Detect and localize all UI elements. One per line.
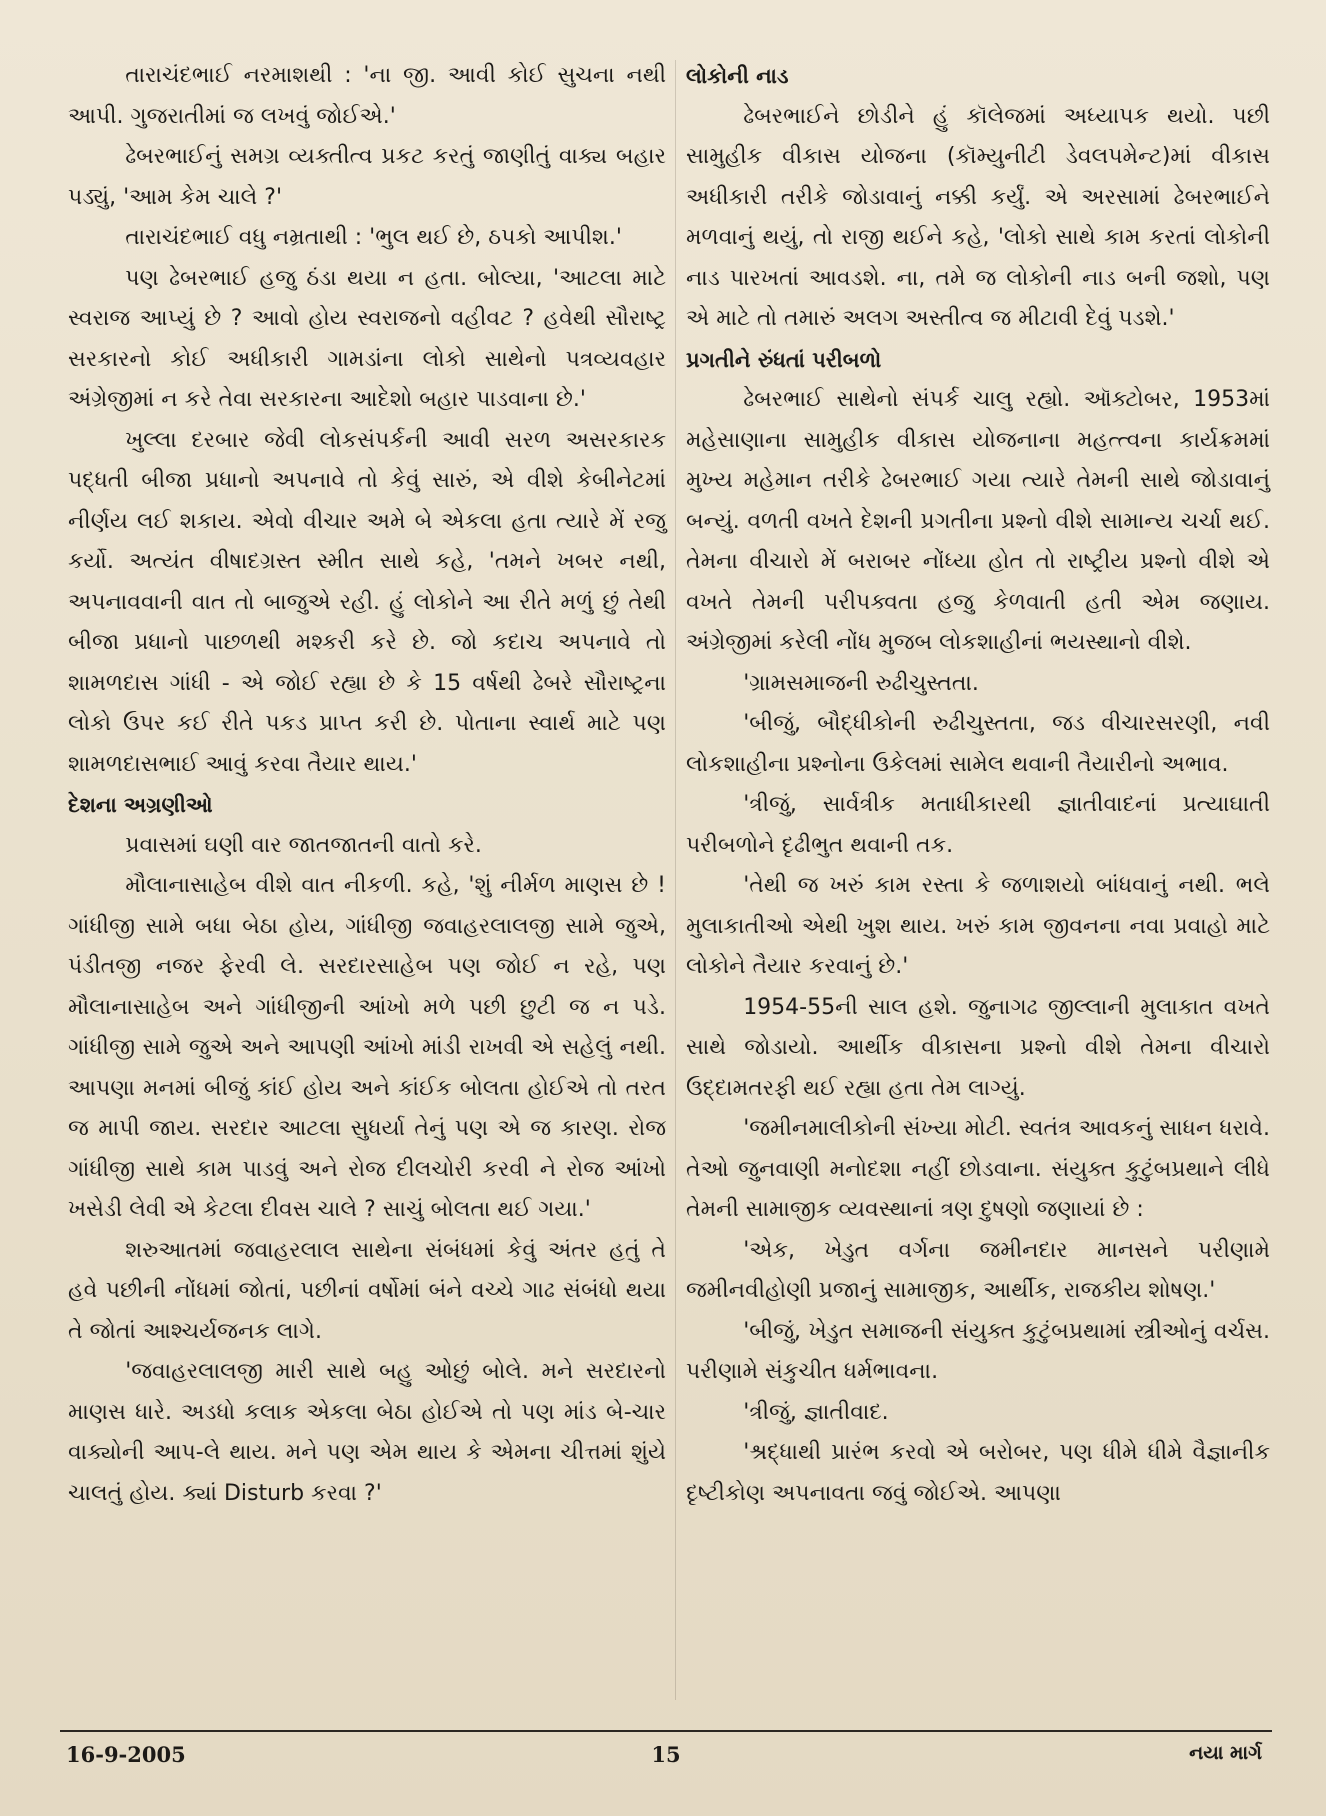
paragraph: 'ગ્રામસમાજની રુઢીચુસ્તતા. xyxy=(743,670,979,696)
footer-rule xyxy=(60,1730,1272,1732)
paragraph: 1954-55ની સાલ હશે. જુનાગઢ જીલ્લાની મુલાકાત વખતે સાથે જોડાયો. આર્થીક વીકાસના પ્રશ્નો વીશે તેમના વીચારો ઉદ્દામતરફી થઈ રહ્યા હતા તેમ લાગ્યું. xyxy=(686,994,1270,1101)
paragraph: 'એક, ખેડુત વર્ગના જમીનદાર માનસને પરીણામે જમીનવીહોણી પ્રજાનું સામાજીક, આર્થીક, રાજકીય શોષણ.' xyxy=(686,1237,1270,1303)
paragraph: ઢેબરભાઈ સાથેનો સંપર્ક ચાલુ રહ્યો. ઑક્ટોબર, 1953માં મહેસાણાના સામુહીક વીકાસ યોજનાના મહત્ત્વના કાર્યક્રમમાં મુખ્ય મહેમાન તરીકે ઢેબરભાઈ ગયા ત્યારે તેમની સાથે જોડાવાનું બન્યું. વળતી વખતે દેશની પ્રગતીના પ્રશ્નો વીશે સામાન્ય ચર્ચા થઈ. તેમના વીચારો મેં બરાબર નોંધ્યા હોત તો રાષ્ટ્રીય પ્રશ્નો વીશે એ વખતે તેમની પરીપક્વતા હજુ કેળવાતી હતી એમ જણાય. અંગ્રેજીમાં કરેલી નોંધ મુજબ લોકશાહીનાં ભયસ્થાનો વીશે. xyxy=(686,387,1270,655)
paragraph: શરુઆતમાં જવાહરલાલ સાથેના સંબંધમાં કેવું અંતર હતું તે હવે પછીની નોંધમાં જોતાં, પછીનાં વર્ષોમાં બંને વચ્ચે ગાઢ સંબંધો થયા તે જોતાં આશ્ચર્યજનક લાગે. xyxy=(68,1237,666,1344)
issue-date: 16-9-2005 xyxy=(66,1742,186,1767)
paragraph: 'ત્રીજું, સાર્વત્રીક મતાધીકારથી જ્ઞાતીવાદનાં પ્રત્યાઘાતી પરીબળોને દૃઢીભુત થવાની તક. xyxy=(686,792,1270,858)
page-number: 15 xyxy=(651,1742,681,1767)
paragraph: 'બીજું, બૌદ્ધીકોની રુઢીચુસ્તતા, જડ વીચારસરણી, નવી લોકશાહીના પ્રશ્નોના ઉકેલમાં સામેલ થવાની તૈયારીનો અભાવ. xyxy=(686,711,1270,777)
paragraph: 'તેથી જ ખરું કામ રસ્તા કે જળાશયો બાંધવાનું નથી. ભલે મુલાકાતીઓ એથી ખુશ થાય. ખરું કામ જીવનના નવા પ્રવાહો માટે લોકોને તૈયાર કરવાનું છે.' xyxy=(686,873,1270,979)
paragraph: ખુલ્લા દરબાર જેવી લોકસંપર્કની આવી સરળ અસરકારક પદ્ધતી બીજા પ્રધાનો અપનાવે તો કેવું સારું, એ વીશે કેબીનેટમાં નીર્ણય લઈ શકાય. એવો વીચાર અમે બે એકલા હતા ત્યારે મેં રજુ કર્યો. અત્યંત વીષાદગ્રસ્ત સ્મીત સાથે કહે, 'તમને ખબર નથી, અપનાવવાની વાત તો બાજુએ રહી. હું લોકોને આ રીતે મળું છું તેથી બીજા પ્રધાનો પાછળથી મશ્કરી કરે છે. જો કદાચ અપનાવે તો શામળદાસ ગાંધી - એ જોઈ રહ્યા છે કે 15 વર્ષથી ઢેબરે સૌરાષ્ટ્રના લોકો ઉપર કઈ રીતે પકડ પ્રાપ્ત કરી છે. પોતાના સ્વાર્થ માટે પણ શામળદાસભાઈ આવું કરવા તૈયાર થાય.' xyxy=(68,427,666,777)
paragraph: 'જમીનમાલીકોની સંખ્યા મોટી. સ્વતંત્ર આવકનું સાધન ધરાવે. તેઓ જુનવાણી મનોદશા નહીં છોડવાના. સંયુક્ત કુટુંબપ્રથાને લીધે તેમની સામાજીક વ્યવસ્થાનાં ત્રણ દુષણો જણાયાં છે : xyxy=(686,1116,1270,1222)
left-column xyxy=(68,56,666,1514)
paragraph: પ્રવાસમાં ઘણી વાર જાતજાતની વાતો કરે. xyxy=(125,832,482,858)
paragraph: પણ ઢેબરભાઈ હજુ ઠંડા થયા ન હતા. બોલ્યા, 'આટલા માટે સ્વરાજ આપ્યું છે ? આવો હોય સ્વરાજનો વહીવટ ? હવેથી સૌરાષ્ટ્ર સરકારનો કોઈ અધીકારી ગામડાંના લોકો સાથેનો પત્રવ્યવહાર અંગ્રેજીમાં ન કરે તેવા સરકારના આદેશો બહાર પાડવાના છે.' xyxy=(68,265,666,412)
paragraph: તારાચંદભાઈ નરમાશથી : 'ના જી. આવી કોઈ સુચના નથી આપી. ગુજરાતીમાં જ લખવું જોઈએ.' xyxy=(68,63,666,129)
section-heading: દેશના અગ્રણીઓ xyxy=(68,793,213,817)
paragraph: ઢેબરભાઈનું સમગ્ર વ્યક્તીત્વ પ્રકટ કરતું જાણીતું વાક્ય બહાર પડ્યું, 'આમ કેમ ચાલે ?' xyxy=(68,144,666,210)
magazine-name: નયા માર્ગ xyxy=(1189,1742,1262,1764)
paragraph: 'શ્રદ્ધાથી પ્રારંભ કરવો એ બરોબર, પણ ધીમે ધીમે વૈજ્ઞાનીક દૃષ્ટીકોણ અપનાવતા જવું જોઈએ. આપણા xyxy=(686,1440,1270,1506)
paragraph: 'ત્રીજું, જ્ઞાતીવાદ. xyxy=(743,1399,889,1425)
right-column xyxy=(686,56,1270,1514)
section-heading: પ્રગતીને રુંધતાં પરીબળો xyxy=(686,347,882,372)
section-heading: લોકોની નાડ xyxy=(686,64,789,88)
paragraph: 'બીજું, ખેડુત સમાજની સંયુક્ત કુટુંબપ્રથામાં સ્ત્રીઓનું વર્ચસ. પરીણામે સંકુચીત ધર્મભાવના. xyxy=(686,1318,1270,1384)
paragraph: 'જવાહરલાલજી મારી સાથે બહુ ઓછું બોલે. મને સરદારનો માણસ ધારે. અડધો કલાક એકલા બેઠા હોઈએ તો પણ માંડ બે-ચાર વાક્યોની આપ-લે થાય. મને પણ એમ થાય કે એમના ચીત્તમાં શુંયે ચાલતું હોય. ક્યાં Disturb કરવા ?' xyxy=(68,1359,666,1506)
paragraph: મૌલાનાસાહેબ વીશે વાત નીકળી. કહે, 'શું નીર્મળ માણસ છે ! ગાંધીજી સામે બધા બેઠા હોય, ગાંધીજી જવાહરલાલજી સામે જુએ, પંડીતજી નજર ફેરવી લે. સરદારસાહેબ પણ જોઈ ન રહે, પણ મૌલાનાસાહેબ અને ગાંધીજીની આંખો મળે પછી છુટી જ ન પડે. ગાંધીજી સામે જુએ અને આપણી આંખો માંડી રાખવી એ સહેલું નથી. આપણા મનમાં બીજું કાંઈ હોય અને કાંઈક બોલતા હોઈએ તો તરત જ માપી જાય. સરદાર આટલા સુધર્યા તેનું પણ એ જ કારણ. રોજ ગાંધીજી સાથે કામ પાડવું અને રોજ દીલચોરી કરવી ને રોજ આંખો ખસેડી લેવી એ કેટલા દીવસ ચાલે ? સાચું બોલતા થઈ ગયા.' xyxy=(68,873,666,1222)
paragraph: તારાચંદભાઈ વધુ નમ્રતાથી : 'ભુલ થઈ છે, ઠપકો આપીશ.' xyxy=(125,225,622,250)
paragraph: ઢેબરભાઈને છોડીને હું કૉલેજમાં અધ્યાપક થયો. પછી સામુહીક વીકાસ યોજના (કૉમ્યુનીટી ડેવલપમેન્ટ)માં વીકાસ અધીકારી તરીકે જોડાવાનું નક્કી કર્યું. એ અરસામાં ઢેબરભાઈને મળવાનું થયું, તો રાજી થઈને કહે, 'લોકો સાથે કામ કરતાં લોકોની નાડ પારખતાં આવડશે. ના, તમે જ લોકોની નાડ બની જશો, પણ એ માટે તો તમારું અલગ અસ્તીત્વ જ મીટાવી દેવું પડશે.' xyxy=(686,103,1270,331)
column-divider xyxy=(675,60,676,1700)
